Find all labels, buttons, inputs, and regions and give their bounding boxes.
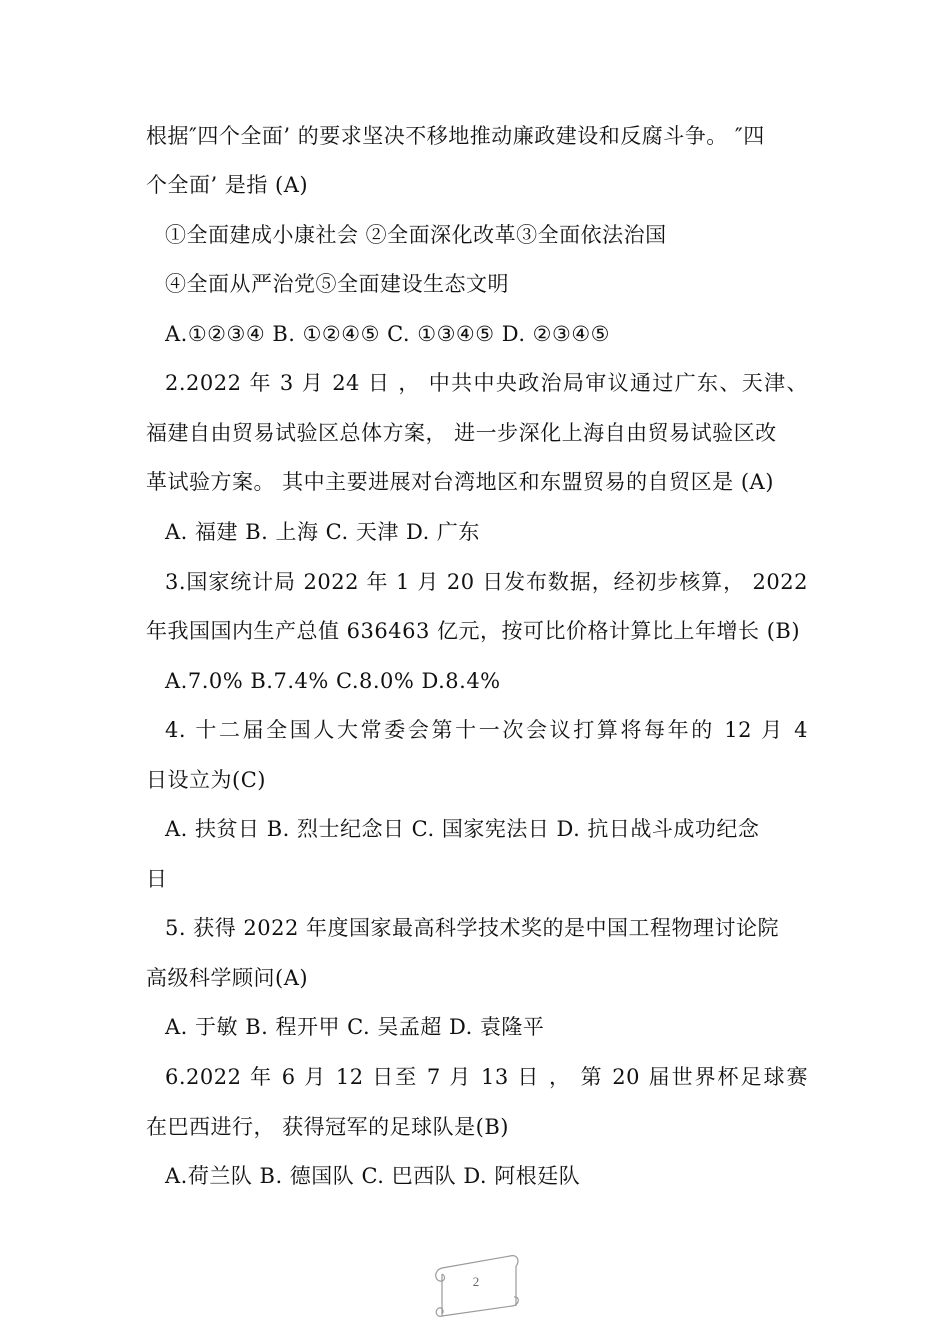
text-line-1: 根据″四个全面’ 的要求坚决不移地推动廉政建设和反腐斗争。 ″四 — [146, 124, 765, 148]
text-line-4: ④全面从严治党⑤全面建设生态文明 — [165, 272, 509, 296]
text-line-21: 在巴西进行， 获得冠军的足球队是(B) — [146, 1115, 509, 1139]
text-line-9: A. 福建 B. 上海 C. 天津 D. 广东 — [165, 520, 480, 544]
text-line-17: 5. 获得 2022 年度国家最高科学技术奖的是中国工程物理讨论院 — [165, 916, 780, 940]
text-line-7: 福建自由贸易试验区总体方案， 进一步深化上海自由贸易试验区改 — [146, 421, 777, 445]
text-line-8: 革试验方案。 其中主要进展对台湾地区和东盟贸易的自贸区是 (A) — [146, 470, 774, 494]
text-line-13: 4. 十二届全国人大常委会第十一次会议打算将每年的 12 月 4 — [165, 718, 808, 742]
text-line-10: 3.国家统计局 2022 年 1 月 20 日发布数据，经初步核算， 2022 — [165, 570, 808, 594]
text-line-22: A.荷兰队 B. 德国队 C. 巴西队 D. 阿根廷队 — [165, 1164, 581, 1188]
text-line-20: 6.2022 年 6 月 12 日至 7 月 13 日 ， 第 20 届世界杯足球赛 — [165, 1065, 808, 1089]
text-line-5: A.①②③④ B. ①②④⑤ C. ①③④⑤ D. ②③④⑤ — [165, 322, 610, 346]
text-line-11: 年我国国内生产总值 636463 亿元，按可比价格计算比上年增长 (B) — [146, 619, 801, 643]
text-line-19: A. 于敏 B. 程开甲 C. 吴孟超 D. 袁隆平 — [165, 1015, 545, 1039]
text-line-3: ①全面建成小康社会 ②全面深化改革③全面依法治国 — [165, 223, 667, 247]
text-line-14: 日设立为(C) — [146, 768, 266, 792]
text-line-2: 个全面’ 是指 (A) — [146, 173, 309, 197]
text-line-12: A.7.0% B.7.4% C.8.0% D.8.4% — [165, 669, 501, 693]
text-line-15: A. 扶贫日 B. 烈士纪念日 C. 国家宪法日 D. 抗日战斗成功纪念 — [165, 817, 760, 841]
page-number-scroll — [430, 1250, 522, 1322]
page-number: 2 — [472, 1274, 480, 1289]
text-line-16: 日 — [146, 867, 168, 891]
text-line-18: 高级科学顾问(A) — [146, 966, 309, 990]
text-line-6: 2.2022 年 3 月 24 日 ， 中共中央政治局审议通过广东、天津、 — [165, 371, 808, 395]
